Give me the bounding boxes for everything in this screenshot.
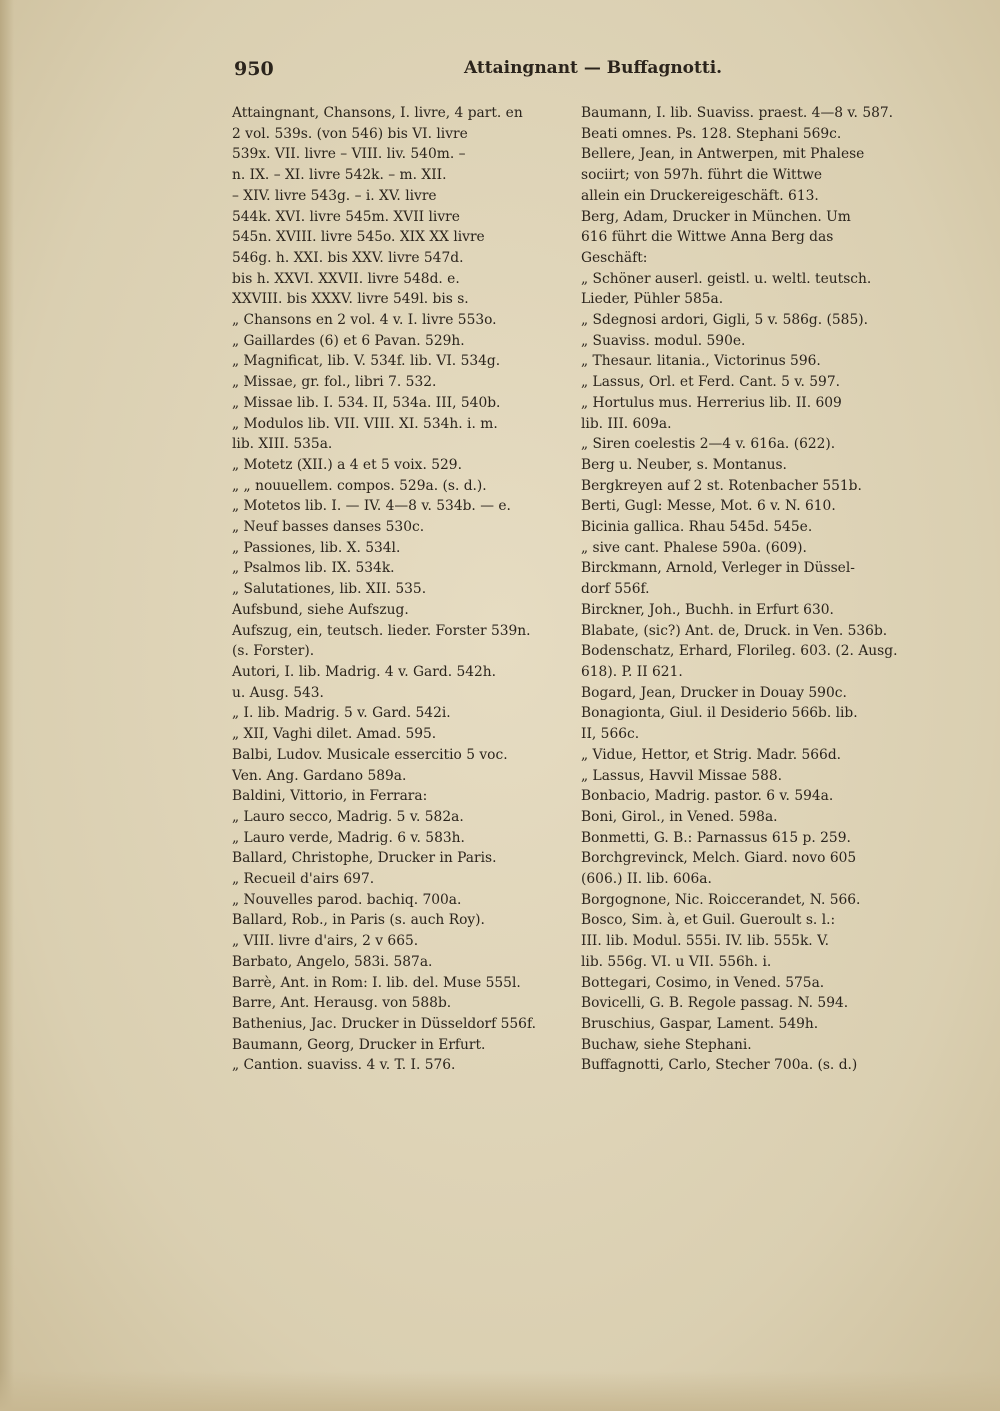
entry-line: Bellere, Jean, in Antwerpen, mit Phalese <box>581 146 865 163</box>
index-entry <box>232 393 570 414</box>
page-header <box>0 58 1000 90</box>
entry-line: lib. 556g. VI. u VII. 556h. i. <box>581 953 772 970</box>
entry-line: Beati omnes. Ps. 128. Stephani 569c. <box>581 125 842 142</box>
index-entry <box>581 331 921 352</box>
index-entry <box>232 786 570 807</box>
index-entry <box>232 1014 570 1035</box>
index-entry <box>232 517 570 538</box>
entry-line: „ Neuf basses danses 530c. <box>232 519 425 536</box>
index-entry <box>581 641 921 682</box>
index-entry <box>232 703 570 724</box>
index-column-left <box>232 103 570 1076</box>
index-entry <box>232 621 570 662</box>
index-entry <box>581 890 921 911</box>
index-entry <box>232 993 570 1014</box>
index-entry <box>232 1035 570 1056</box>
index-entry <box>232 496 570 517</box>
entry-line: Bovicelli, G. B. Regole passag. N. 594. <box>581 995 849 1012</box>
index-entry <box>581 310 921 331</box>
entry-line: Bergkreyen auf 2 st. Rotenbacher 551b. <box>581 477 862 494</box>
entry-line: allein ein Druckereigeschäft. 613. <box>581 187 819 204</box>
index-entry <box>581 745 921 766</box>
index-entry <box>232 973 570 994</box>
entry-line: Baldini, Vittorio, in Ferrara: <box>232 788 428 805</box>
index-entry <box>232 890 570 911</box>
entry-line: 546g. h. XXI. bis XXV. livre 547d. <box>232 249 464 266</box>
entry-line: „ Motetos lib. I. — IV. 4—8 v. 534b. — e. <box>232 498 511 515</box>
index-entry <box>581 496 921 517</box>
entry-line: lib. XIII. 535a. <box>232 436 333 453</box>
index-entry <box>232 745 570 786</box>
entry-line: „ Motetz (XII.) a 4 et 5 voix. 529. <box>232 456 462 473</box>
index-entry <box>232 807 570 828</box>
entry-line: „ XII, Vaghi dilet. Amad. 595. <box>232 726 437 743</box>
index-entry <box>581 807 921 828</box>
entry-line: Borgognone, Nic. Roiccerandet, N. 566. <box>581 891 861 908</box>
index-entry <box>581 910 921 972</box>
index-entry <box>232 848 570 869</box>
index-entry <box>581 434 921 455</box>
entry-line: „ Lassus, Havvil Missae 588. <box>581 767 783 784</box>
entry-line: 539x. VII. livre – VIII. liv. 540m. – <box>232 146 466 163</box>
index-entry <box>581 621 921 642</box>
index-entry <box>232 910 570 931</box>
entry-line: „ Chansons en 2 vol. 4 v. I. livre 553o. <box>232 312 497 329</box>
index-entry <box>232 538 570 559</box>
entry-line: 616 führt die Wittwe Anna Berg das <box>581 229 834 246</box>
entry-line: Borchgrevinck, Melch. Giard. novo 605 <box>581 850 857 867</box>
entry-line: Aufszug, ein, teutsch. lieder. Forster 539n. <box>232 622 531 639</box>
entry-line: Barre, Ant. Herausg. von 588b. <box>232 995 452 1012</box>
entry-line: „ „ nouuellem. compos. 529a. (s. d.). <box>232 477 487 494</box>
entry-line: „ Lassus, Orl. et Ferd. Cant. 5 v. 597. <box>581 374 840 391</box>
index-entry <box>581 476 921 497</box>
entry-line: Barrè, Ant. in Rom: I. lib. del. Muse 555l. <box>232 974 521 991</box>
index-entry <box>581 538 921 559</box>
entry-line: Boni, Girol., in Vened. 598a. <box>581 808 778 825</box>
entry-line: „ Missae, gr. fol., libri 7. 532. <box>232 374 437 391</box>
entry-line: Ballard, Rob., in Paris (s. auch Roy). <box>232 912 485 929</box>
index-entry <box>232 828 570 849</box>
entry-line: lib. III. 609a. <box>581 415 672 432</box>
index-entry <box>232 372 570 393</box>
entry-line: XXVIII. bis XXXV. livre 549l. bis s. <box>232 291 469 308</box>
entry-line: „ Thesaur. litania., Victorinus 596. <box>581 353 821 370</box>
entry-line: „ Gaillardes (6) et 6 Pavan. 529h. <box>232 332 465 349</box>
index-entry <box>232 662 570 703</box>
index-entry <box>232 558 570 579</box>
entry-line: „ Schöner auserl. geistl. u. weltl. teutsch. <box>581 270 872 287</box>
entry-line: „ Magnificat, lib. V. 534f. lib. VI. 534g. <box>232 353 501 370</box>
index-column-right <box>581 103 921 1076</box>
entry-line: „ Vidue, Hettor, et Strig. Madr. 566d. <box>581 746 842 763</box>
index-entry <box>232 1055 570 1076</box>
index-entry <box>581 372 921 393</box>
entry-line: Berg u. Neuber, s. Montanus. <box>581 456 787 473</box>
entry-line: Baumann, I. lib. Suaviss. praest. 4—8 v. 587. <box>581 105 894 121</box>
page-bottom-shadow <box>0 1371 1000 1411</box>
index-entry <box>581 393 921 434</box>
entry-line: Bogard, Jean, Drucker in Douay 590c. <box>581 684 847 701</box>
index-entry <box>581 600 921 621</box>
index-entry <box>232 952 570 973</box>
entry-line: Ballard, Christophe, Drucker in Paris. <box>232 850 497 867</box>
entry-line: (606.) II. lib. 606a. <box>581 871 712 888</box>
entry-line: – XIV. livre 543g. – i. XV. livre <box>232 187 437 204</box>
index-entry <box>581 517 921 538</box>
entry-line: Bonmetti, G. B.: Parnassus 615 p. 259. <box>581 829 851 846</box>
entry-line: „ Missae lib. I. 534. II, 534a. III, 540b. <box>232 394 501 411</box>
entry-line: Balbi, Ludov. Musicale essercitio 5 voc. <box>232 746 508 763</box>
index-entry <box>581 828 921 849</box>
entry-line: Birckmann, Arnold, Verleger in Düssel- <box>581 560 855 577</box>
page-edge-shadow <box>0 0 14 1411</box>
index-entry <box>581 1055 921 1076</box>
index-entry <box>581 1035 921 1056</box>
index-entry <box>232 724 570 745</box>
index-entry <box>581 973 921 994</box>
index-entry <box>581 269 921 310</box>
index-entry <box>581 351 921 372</box>
entry-line: „ Modulos lib. VII. VIII. XI. 534h. i. m. <box>232 415 498 432</box>
index-entry <box>232 310 570 331</box>
entry-line: Buffagnotti, Carlo, Stecher 700a. (s. d.) <box>581 1057 858 1074</box>
entry-line: 2 vol. 539s. (von 546) bis VI. livre <box>232 125 468 142</box>
entry-line: Autori, I. lib. Madrig. 4 v. Gard. 542h. <box>232 663 497 680</box>
entry-line: Ven. Ang. Gardano 589a. <box>232 767 407 784</box>
entry-line: Berti, Gugl: Messe, Mot. 6 v. N. 610. <box>581 498 836 515</box>
entry-line: Bonagionta, Giul. il Desiderio 566b. lib. <box>581 705 858 722</box>
entry-line: Barbato, Angelo, 583i. 587a. <box>232 953 433 970</box>
entry-line: u. Ausg. 543. <box>232 684 324 701</box>
index-entry <box>581 703 921 744</box>
entry-line: Bruschius, Gaspar, Lament. 549h. <box>581 1015 819 1032</box>
index-entry <box>232 579 570 600</box>
entry-line: Blabate, (sic?) Ant. de, Druck. in Ven. 536b. <box>581 622 888 639</box>
index-entry <box>581 848 921 889</box>
entry-line: dorf 556f. <box>581 581 650 598</box>
index-entry <box>581 144 921 206</box>
entry-line: Aufsbund, siehe Aufszug. <box>232 601 409 618</box>
entry-line: 618). P. II 621. <box>581 663 683 680</box>
index-entry <box>232 931 570 952</box>
entry-line: II, 566c. <box>581 726 640 743</box>
page-number: 950 <box>234 58 274 80</box>
index-entry <box>581 103 921 124</box>
entry-line: Bottegari, Cosimo, in Vened. 575a. <box>581 974 825 991</box>
entry-line: Bathenius, Jac. Drucker in Düsseldorf 556f. <box>232 1015 536 1032</box>
index-entry <box>581 683 921 704</box>
entry-line: „ Salutationes, lib. XII. 535. <box>232 581 427 598</box>
index-entry <box>581 207 921 269</box>
entry-line: „ I. lib. Madrig. 5 v. Gard. 542i. <box>232 705 451 722</box>
index-entry <box>232 351 570 372</box>
index-entry <box>581 993 921 1014</box>
entry-line: (s. Forster). <box>232 643 315 660</box>
entry-line: Birckner, Joh., Buchh. in Erfurt 630. <box>581 601 834 618</box>
entry-line: „ sive cant. Phalese 590a. (609). <box>581 539 807 556</box>
entry-line: III. lib. Modul. 555i. IV. lib. 555k. V. <box>581 933 830 950</box>
entry-line: „ Lauro verde, Madrig. 6 v. 583h. <box>232 829 465 846</box>
entry-line: „ Lauro secco, Madrig. 5 v. 582a. <box>232 808 464 825</box>
entry-line: bis h. XXVI. XXVII. livre 548d. e. <box>232 270 460 287</box>
entry-line: 544k. XVI. livre 545m. XVII livre <box>232 208 460 225</box>
entry-line: „ Passiones, lib. X. 534l. <box>232 539 401 556</box>
index-entry <box>232 455 570 476</box>
index-entry <box>581 455 921 476</box>
index-entry <box>232 476 570 497</box>
index-entry <box>232 103 570 310</box>
entry-line: Geschäft: <box>581 249 648 266</box>
entry-line: „ VIII. livre d'airs, 2 v 665. <box>232 933 419 950</box>
index-entry <box>232 331 570 352</box>
index-entry <box>581 766 921 787</box>
entry-line: „ Psalmos lib. IX. 534k. <box>232 560 395 577</box>
entry-line: Berg, Adam, Drucker in München. Um <box>581 208 851 225</box>
running-head: Attaingnant — Buffagnotti. <box>464 58 723 78</box>
entry-line: „ Recueil d'airs 697. <box>232 871 375 888</box>
entry-line: „ Suaviss. modul. 590e. <box>581 332 746 349</box>
entry-line: Bicinia gallica. Rhau 545d. 545e. <box>581 519 813 536</box>
entry-line: Bodenschatz, Erhard, Florileg. 603. (2. Ausg. <box>581 643 898 660</box>
entry-line: Bonbacio, Madrig. pastor. 6 v. 594a. <box>581 788 834 805</box>
index-entry <box>581 558 921 599</box>
entry-line: Attaingnant, Chansons, I. livre, 4 part. en <box>232 105 523 121</box>
entry-line: „ Siren coelestis 2—4 v. 616a. (622). <box>581 436 836 453</box>
index-entry <box>581 1014 921 1035</box>
entry-line: Baumann, Georg, Drucker in Erfurt. <box>232 1036 486 1053</box>
entry-line: „ Hortulus mus. Herrerius lib. II. 609 <box>581 394 842 411</box>
entry-line: n. IX. – XI. livre 542k. – m. XII. <box>232 167 447 184</box>
index-entry <box>232 869 570 890</box>
entry-line: „ Sdegnosi ardori, Gigli, 5 v. 586g. (585). <box>581 312 868 329</box>
index-entry <box>232 414 570 455</box>
entry-line: 545n. XVIII. livre 545o. XIX XX livre <box>232 229 485 246</box>
entry-line: „ Nouvelles parod. bachiq. 700a. <box>232 891 462 908</box>
entry-line: sociirt; von 597h. führt die Wittwe <box>581 167 823 184</box>
entry-line: „ Cantion. suaviss. 4 v. T. I. 576. <box>232 1057 456 1074</box>
index-entry <box>581 124 921 145</box>
entry-line: Bosco, Sim. à, et Guil. Gueroult s. l.: <box>581 912 836 929</box>
entry-line: Lieder, Pühler 585a. <box>581 291 724 308</box>
entry-line: Buchaw, siehe Stephani. <box>581 1036 752 1053</box>
index-entry <box>232 600 570 621</box>
index-entry <box>581 786 921 807</box>
